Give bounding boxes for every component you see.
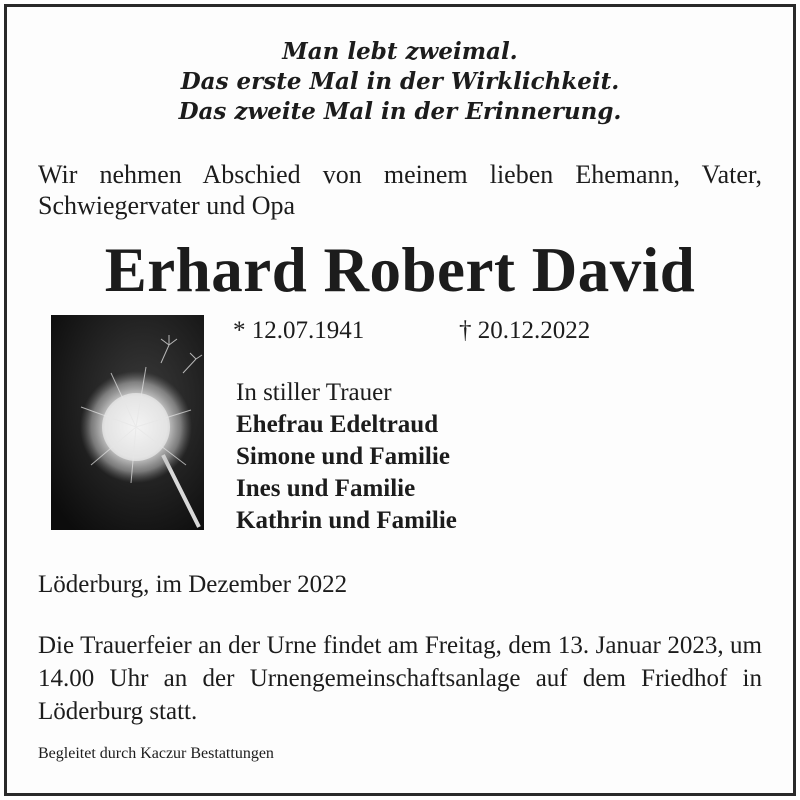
death-date: † 20.12.2022	[459, 317, 591, 344]
intro-text: Wir nehmen Abschied von meinem lieben Ehemann, Vater, Schwiegervater und Opa	[38, 160, 762, 220]
dandelion-photo	[51, 315, 204, 530]
undertaker-credit: Begleitet durch Kaczur Bestattungen	[38, 745, 274, 762]
place-and-date: Löderburg, im Dezember 2022	[38, 571, 348, 598]
mourner-name: Simone und Familie	[236, 443, 450, 470]
motto	[7, 37, 793, 127]
mourning-lead: In stiller Trauer	[236, 379, 392, 406]
obituary-frame	[4, 4, 796, 796]
mourner-name: Ehefrau Edeltraud	[236, 411, 439, 438]
motto-line-2: Das erste Mal in der Wirklichkeit.	[180, 68, 620, 95]
funeral-service-text: Die Trauerfeier an der Urne findet am Freitag, dem 13. Januar 2023, um 14.00 Uhr an der Urnengemeinschaftsanlage auf dem Friedhof in Löderburg statt.	[38, 632, 762, 725]
deceased-name: Erhard Robert David	[104, 235, 696, 305]
mourners-block	[236, 377, 457, 537]
mourner-name: Ines und Familie	[236, 475, 416, 502]
mourner-name: Kathrin und Familie	[236, 507, 457, 534]
birth-date: * 12.07.1941	[233, 317, 365, 344]
dandelion-icon	[51, 315, 204, 530]
motto-line-3: Das zweite Mal in der Erinnerung.	[178, 98, 622, 125]
motto-line-1: Man lebt zweimal.	[282, 38, 518, 65]
